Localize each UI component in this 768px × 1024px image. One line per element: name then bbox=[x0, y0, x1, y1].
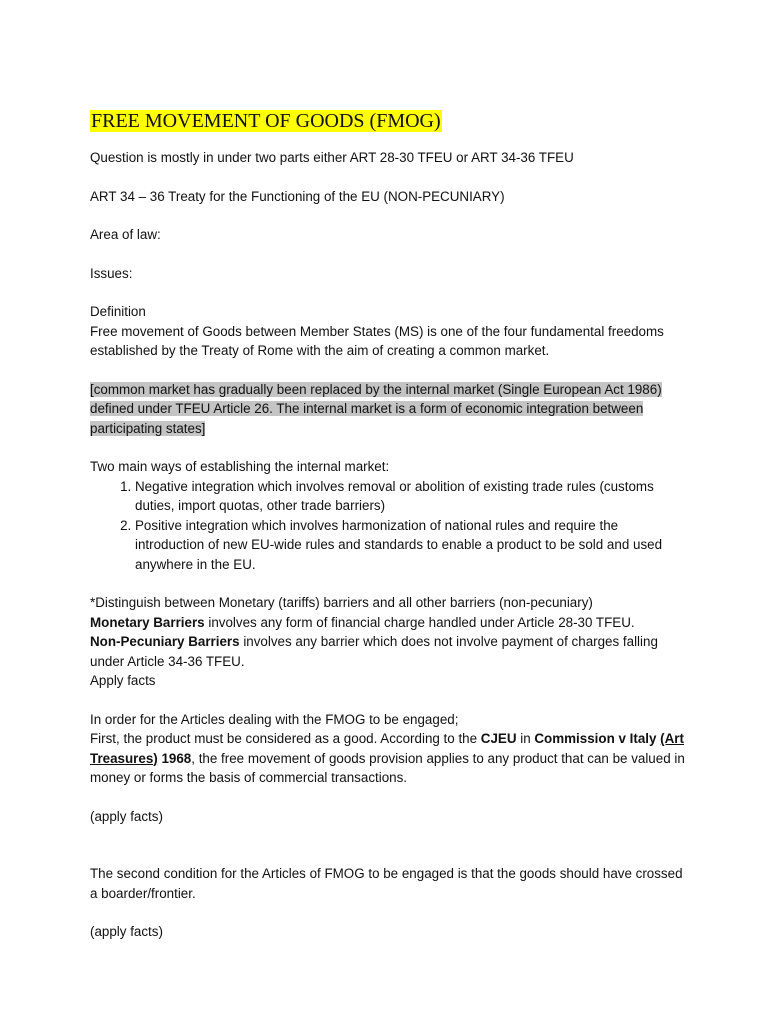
first-condition-text: First, the product must be considered as a good. According to the bbox=[90, 731, 481, 746]
ways-list bbox=[90, 477, 690, 575]
article-reference: ART 34 – 36 Treaty for the Functioning of the EU (NON-PECUNIARY) bbox=[90, 188, 505, 204]
case-name: Commission v Italy bbox=[534, 731, 657, 746]
monetary-barriers bbox=[90, 613, 690, 633]
first-condition bbox=[90, 729, 690, 788]
common-market-highlight: [common market has gradually been replaced by the internal market (Single European Act 1986) defined under TFEU Article 26. The internal market is a form of economic integration between participating states] bbox=[90, 381, 662, 436]
question-note: Question is mostly in under two parts either ART 28-30 TFEU or ART 34-36 TFEU bbox=[90, 150, 574, 165]
definition-heading: Definition bbox=[90, 304, 146, 319]
apply-facts: (apply facts) bbox=[90, 808, 163, 824]
title-highlight: FREE MOVEMENT OF GOODS (FMOG) bbox=[91, 110, 441, 132]
common-market-note bbox=[90, 380, 690, 439]
case-subtitle: (Art Treasures) bbox=[90, 731, 684, 766]
first-condition-rest: , the free movement of goods provision applies to any product that can be valued in money or forms the basis of commercial transactions. bbox=[90, 750, 685, 785]
area-of-law: Area of law: bbox=[90, 227, 161, 242]
definition-text: Free movement of Goods between Member States (MS) is one of the four fundamental freedoms established by the Treaty of Rome with the aim of creating a common market. bbox=[90, 323, 664, 358]
document-body bbox=[90, 108, 690, 942]
monetary-text: involves any form of financial charge handled under Article 28-30 TFEU. bbox=[204, 614, 635, 630]
apply-facts: (apply facts) bbox=[90, 924, 163, 939]
non-pecuniary-barriers bbox=[90, 632, 690, 671]
nonpec-text: involves any barrier which does not involve payment of charges falling under Article 34-36 TFEU. bbox=[90, 634, 658, 669]
engaged-intro: In order for the Articles dealing with the FMOG to be engaged; bbox=[90, 711, 459, 727]
second-condition: The second condition for the Articles of FMOG to be engaged is that the goods should have crossed a boarder/frontier. bbox=[90, 866, 683, 901]
nonpec-label: Non-Pecuniary Barriers bbox=[90, 634, 240, 649]
list-item: 1. Negative integration which involves removal or abolition of existing trade rules (customs duties, import quotas, other trade barriers) bbox=[135, 477, 690, 516]
document-title bbox=[90, 108, 690, 134]
monetary-label: Monetary Barriers bbox=[90, 614, 205, 630]
case-year: 1968 bbox=[157, 750, 192, 766]
list-item: 2. Positive integration which involves harmonization of national rules and require the introduction of new EU-wide rules and standards to enable a product to be sold and used anywhere in the EU. bbox=[135, 516, 690, 575]
distinguish-note: *Distinguish between Monetary (tariffs) barriers and all other barriers (non-pecuniary) bbox=[90, 595, 593, 610]
issues: Issues: bbox=[90, 265, 133, 281]
apply-facts: Apply facts bbox=[90, 673, 156, 688]
ways-intro: Two main ways of establishing the internal market: bbox=[90, 459, 390, 474]
cjeu-label: CJEU bbox=[480, 731, 517, 746]
first-condition-in: in bbox=[516, 731, 535, 746]
